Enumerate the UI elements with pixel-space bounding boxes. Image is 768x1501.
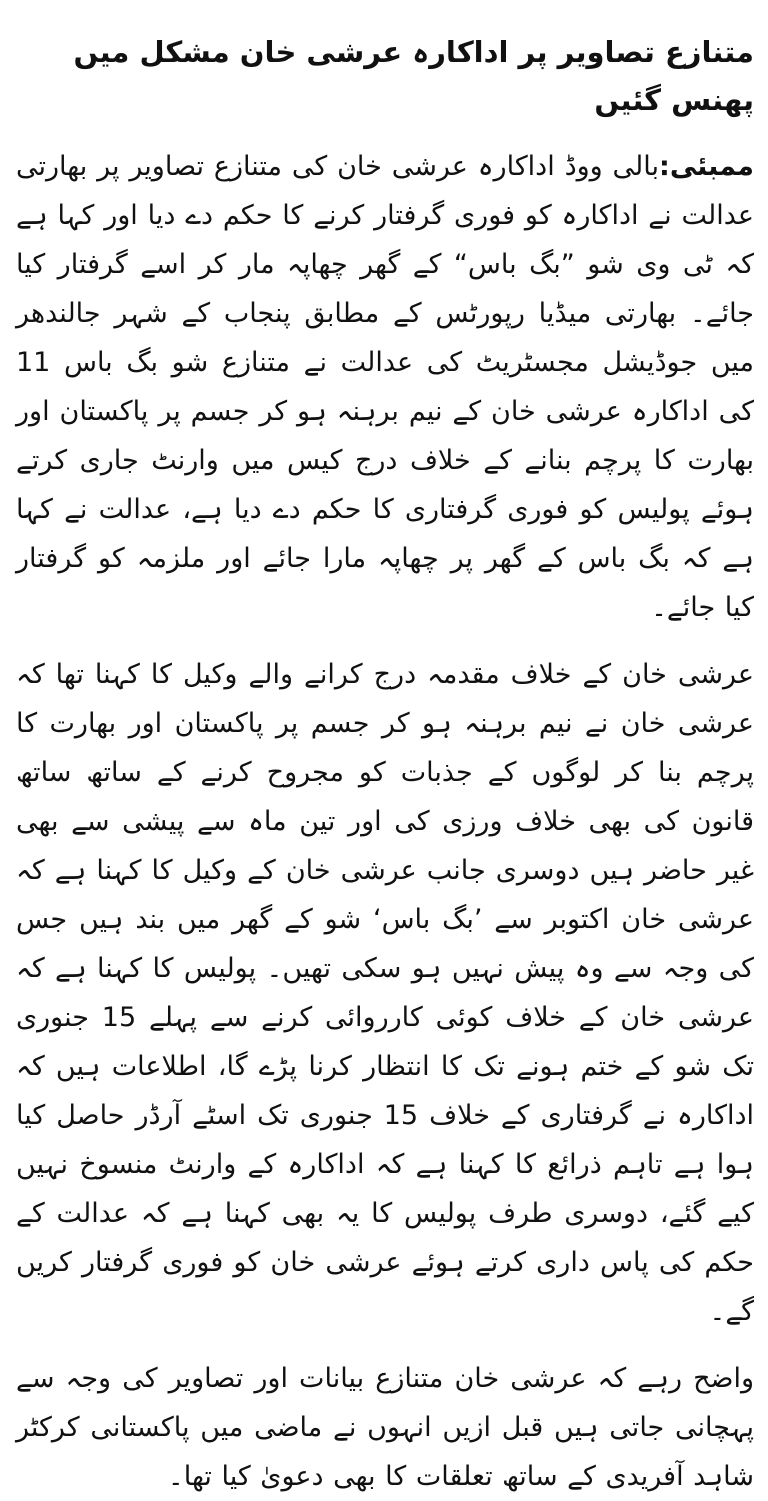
article-headline: متنازع تصاویر پر اداکارہ عرشی خان مشکل میں پھنس گئیں	[73, 35, 754, 117]
article-paragraph-1	[16, 142, 754, 632]
article-paragraph-2: عرشی خان کے خلاف مقدمہ درج کرانے والے وکیل کا کہنا تھا کہ عرشی خان نے نیم برہنہ ہو کر جسم پر پاکستان اور بھارت کا پرچم بنا کر لوگوں کے جذبات کو مجروح کرنے کے ساتھ ساتھ قانون کی بھی خلاف ورزی کی اور تین ماہ سے پیشی سے بھی غیر حاضر ہیں دوسری جانب عرشی خان کے وکیل کا کہنا ہے کہ عرشی خان اکتوبر سے ’بگ باس‘ شو کے گھر میں بند ہیں جس کی وجہ سے وہ پیش نہیں ہو سکی تھیں۔ پولیس کا کہنا ہے کہ عرشی خان کے خلاف کوئی کارروائی کرنے سے پہلے 15 جنوری تک شو کے ختم ہونے تک کا انتظار کرنا پڑے گا، اطلاعات ہیں کہ اداکارہ نے گرفتاری کے خلاف 15 جنوری تک اسٹے آرڈر حاصل کیا ہوا ہے تاہم ذرائع کا کہنا ہے کہ اداکارہ کے وارنٹ منسوخ نہیں کیے گئے، دوسری طرف پولیس کا یہ بھی کہنا ہے کہ عدالت کے حکم کی پاس داری کرتے ہوئے عرشی خان کو فوری گرفتار کریں گے۔	[16, 659, 754, 1327]
article-paragraph-1-text: بالی ووڈ اداکارہ عرشی خان کی متنازع تصاویر پر بھارتی عدالت نے اداکارہ کو فوری گرفتار کرنے کا حکم دے دیا اور کہا ہے کہ ٹی وی شو ”بگ باس“ کے گھر چھاپہ مار کر اسے گرفتار کیا جائے۔ بھارتی میڈیا رپورٹس کے مطابق پنجاب کے شہر جالندھر میں جوڈیشل مجسٹریٹ کی عدالت نے متنازع شو بگ باس 11 کی اداکارہ عرشی خان کے نیم برہنہ ہو کر جسم پر پاکستان اور بھارت کا پرچم بنانے کے خلاف درج کیس میں وارنٹ جاری کرتے ہوئے پولیس کو فوری گرفتاری کا حکم دے دیا ہے، عدالت نے کہا ہے کہ بگ باس کے گھر پر چھاپہ مارا جائے اور ملزمہ کو گرفتار کیا جائے۔	[16, 151, 754, 623]
article-dateline: ممبئی:	[659, 151, 754, 182]
article-paragraph-3: واضح رہے کہ عرشی خان متنازع بیانات اور تصاویر کی وجہ سے پہچانی جاتی ہیں قبل ازیں انہوں نے ماضی میں پاکستانی کرکٹر شاہد آفریدی کے ساتھ تعلقات کا بھی دعویٰ کیا تھا۔	[16, 1363, 754, 1492]
